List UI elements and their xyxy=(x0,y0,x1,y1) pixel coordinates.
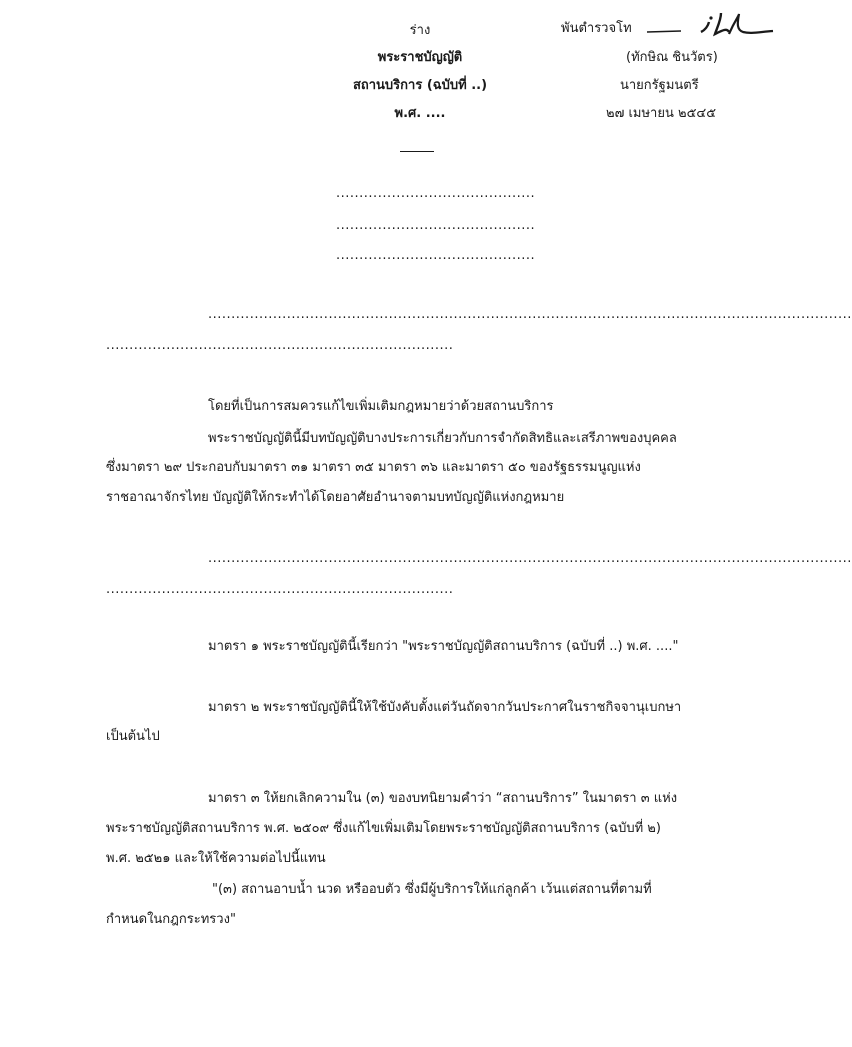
title-divider xyxy=(400,151,434,152)
signer-name: (ทักษิณ ชินวัตร) xyxy=(626,50,718,65)
placeholder-line: ........................................................................... xyxy=(106,582,454,597)
act-title: พระราชบัญญัติ xyxy=(377,50,463,65)
constitutional-clause-line: ราชอาณาจักรไทย บัญญัติให้กระทำได้โดยอาศัยอำนาจตามบทบัญญัติแห่งกฎหมาย xyxy=(106,490,565,505)
signature-mark xyxy=(645,10,780,40)
section-1: มาตรา ๑ พระราชบัญญัตินี้เรียกว่า "พระราชบัญญัติสถานบริการ (ฉบับที่ ..) พ.ศ. ...." xyxy=(208,639,679,654)
section-2-line: มาตรา ๒ พระราชบัญญัตินี้ให้ใช้บังคับตั้งแต่วันถัดจากวันประกาศในราชกิจจานุเบกษา xyxy=(208,700,682,715)
placeholder-line: ........................................... xyxy=(336,248,536,263)
placeholder-line: ........................................... xyxy=(336,218,536,233)
signer-rank: พันตำรวจโท xyxy=(561,21,632,36)
section-3-line: พ.ศ. ๒๕๒๑ และให้ใช้ความต่อไปนี้แทน xyxy=(106,851,326,866)
placeholder-line: ........................................................................................................................................... xyxy=(208,551,852,566)
quoted-definition-line: "(๓) สถานอาบน้ำ นวด หรืออบตัว ซึ่งมีผู้บริการให้แก่ลูกค้า เว้นแต่สถานที่ตามที่ xyxy=(212,882,652,897)
rationale-text: โดยที่เป็นการสมควรแก้ไขเพิ่มเติมกฎหมายว่าด้วยสถานบริการ xyxy=(208,399,554,414)
constitutional-clause-line: ซึ่งมาตรา ๒๙ ประกอบกับมาตรา ๓๑ มาตรา ๓๕ มาตรา ๓๖ และมาตรา ๕๐ ของรัฐธรรมนูญแห่ง xyxy=(106,460,641,475)
section-2-line: เป็นต้นไป xyxy=(106,729,160,744)
signed-date: ๒๗ เมษายน ๒๕๔๕ xyxy=(606,106,717,121)
section-3-line: พระราชบัญญัติสถานบริการ พ.ศ. ๒๕๐๙ ซึ่งแก้ไขเพิ่มเติมโดยพระราชบัญญัติสถานบริการ (ฉบับที่ ๒) xyxy=(106,821,661,836)
act-year: พ.ศ. .... xyxy=(394,106,446,121)
placeholder-line: ........................................................................... xyxy=(106,338,454,353)
act-subtitle: สถานบริการ (ฉบับที่ ..) xyxy=(352,78,488,93)
draft-label: ร่าง xyxy=(409,23,431,38)
placeholder-line: ........................................... xyxy=(336,186,536,201)
signer-position: นายกรัฐมนตรี xyxy=(620,78,699,93)
quoted-definition-line: กำหนดในกฎกระทรวง" xyxy=(106,912,236,927)
constitutional-clause-line: พระราชบัญญัตินี้มีบทบัญญัติบางประการเกี่ยวกับการจำกัดสิทธิและเสรีภาพของบุคคล xyxy=(208,431,677,446)
section-3-line: มาตรา ๓ ให้ยกเลิกความใน (๓) ของบทนิยามคำว่า “สถานบริการ” ในมาตรา ๓ แห่ง xyxy=(208,791,678,806)
placeholder-line: ........................................................................................................................................... xyxy=(208,307,852,322)
